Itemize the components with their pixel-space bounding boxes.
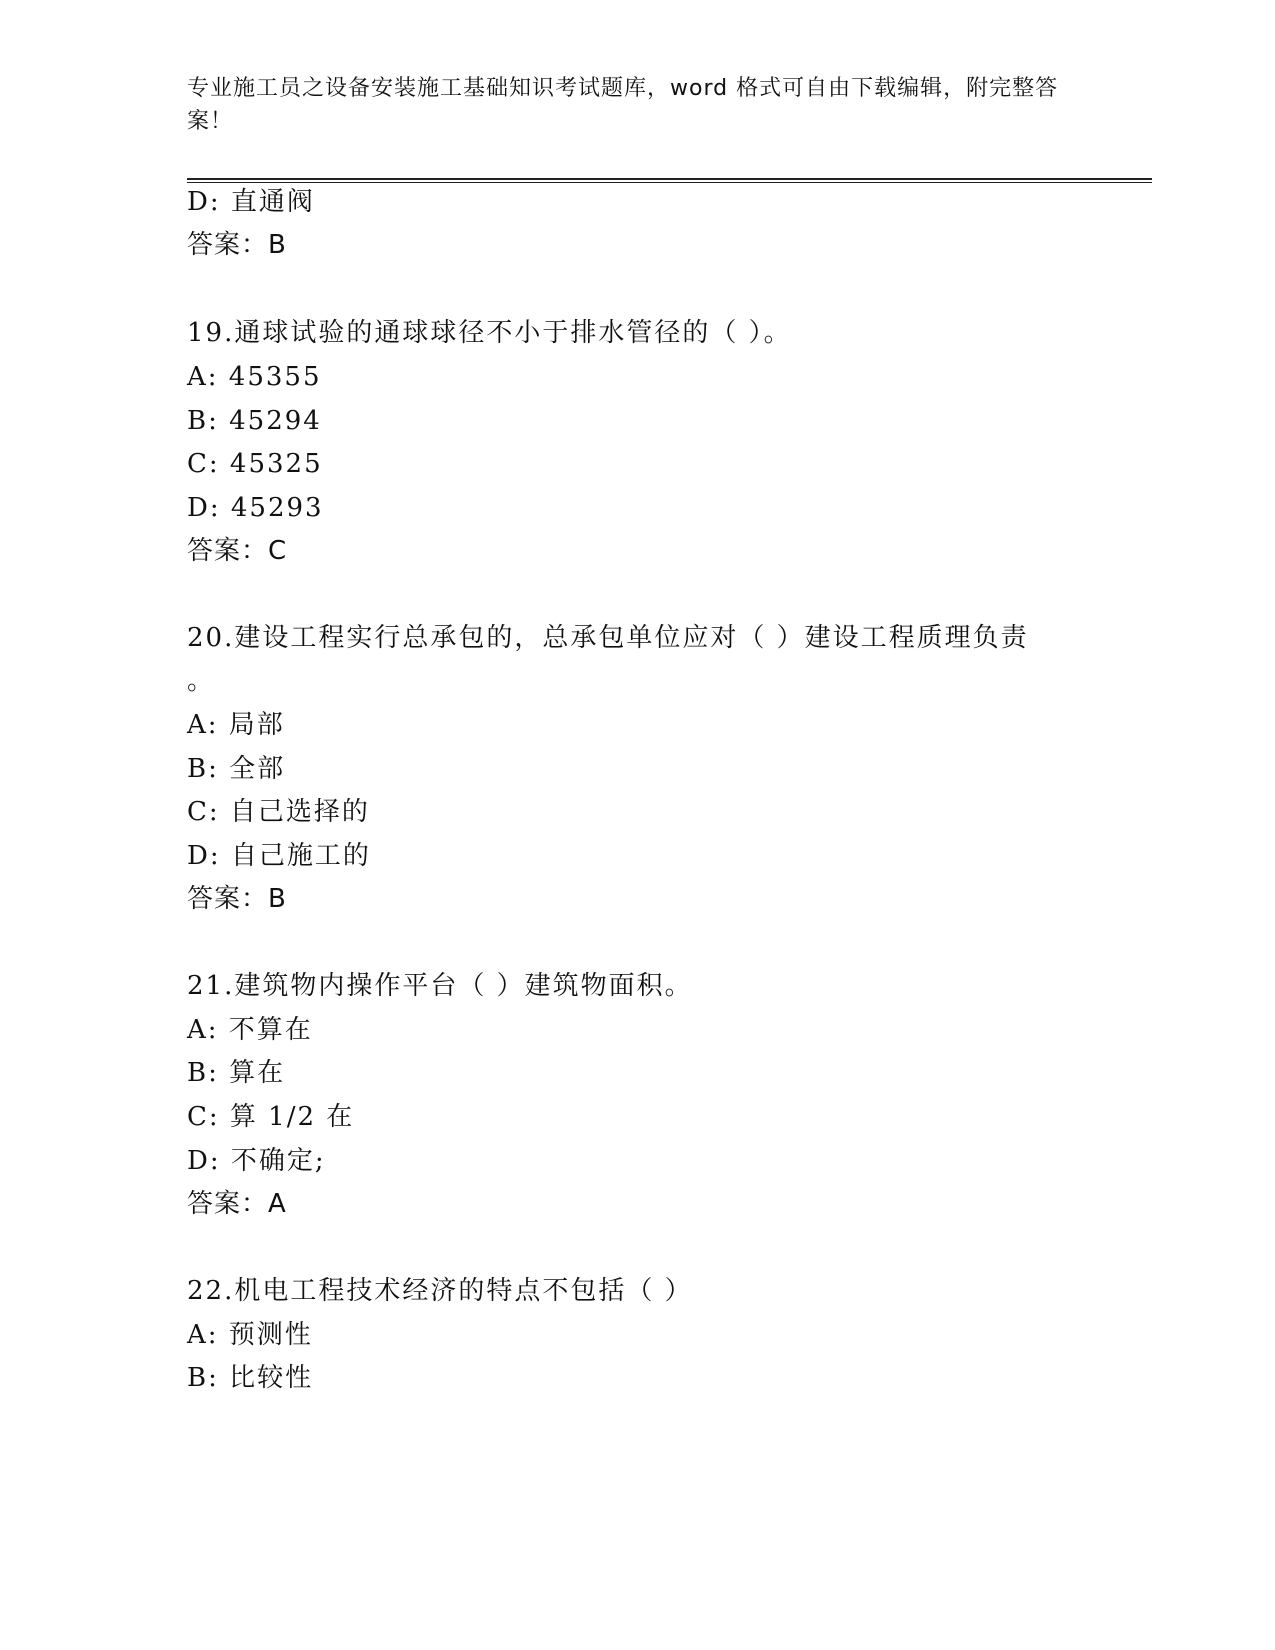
q21-option-d: D: 不确定;	[187, 1146, 326, 1176]
prev-answer: 答案：B	[187, 230, 287, 260]
q19-answer: 答案：C	[187, 536, 288, 566]
q20-option-d: D: 自己施工的	[187, 841, 371, 871]
q22-option-b: B: 比较性	[187, 1363, 314, 1393]
q19-option-a: A: 45355	[187, 362, 322, 392]
q20-answer: 答案：B	[187, 884, 287, 914]
q22-option-a: A: 预测性	[187, 1320, 313, 1350]
question-22: 22.机电工程技术经济的特点不包括（ ）	[187, 1276, 693, 1306]
q19-option-c: C: 45325	[187, 449, 323, 479]
question-20: 20.建设工程实行总承包的，总承包单位应对（ ）建设工程质理负责	[187, 623, 1029, 653]
q19-option-d: D: 45293	[187, 493, 324, 523]
q21-option-a: A: 不算在	[187, 1015, 313, 1045]
header-divider	[187, 178, 1152, 183]
q21-option-c: C: 算 1/2 在	[187, 1102, 355, 1132]
q21-option-b: B: 算在	[187, 1058, 286, 1088]
prev-option-d: D: 直通阀	[187, 187, 315, 217]
question-19: 19.通球试验的通球球径不小于排水管径的（ ）。	[187, 318, 792, 348]
q19-option-b: B: 45294	[187, 406, 322, 436]
q21-answer: 答案：A	[187, 1189, 287, 1219]
question-20-continuation: 。	[187, 666, 216, 696]
document-header: 专业施工员之设备安装施工基础知识考试题库，word 格式可自由下载编辑，附完整答案！	[187, 76, 1059, 134]
q20-option-c: C: 自己选择的	[187, 797, 370, 827]
q20-option-b: B: 全部	[187, 754, 286, 784]
question-21: 21.建筑物内操作平台（ ）建筑物面积。	[187, 971, 693, 1001]
q20-option-a: A: 局部	[187, 710, 285, 740]
